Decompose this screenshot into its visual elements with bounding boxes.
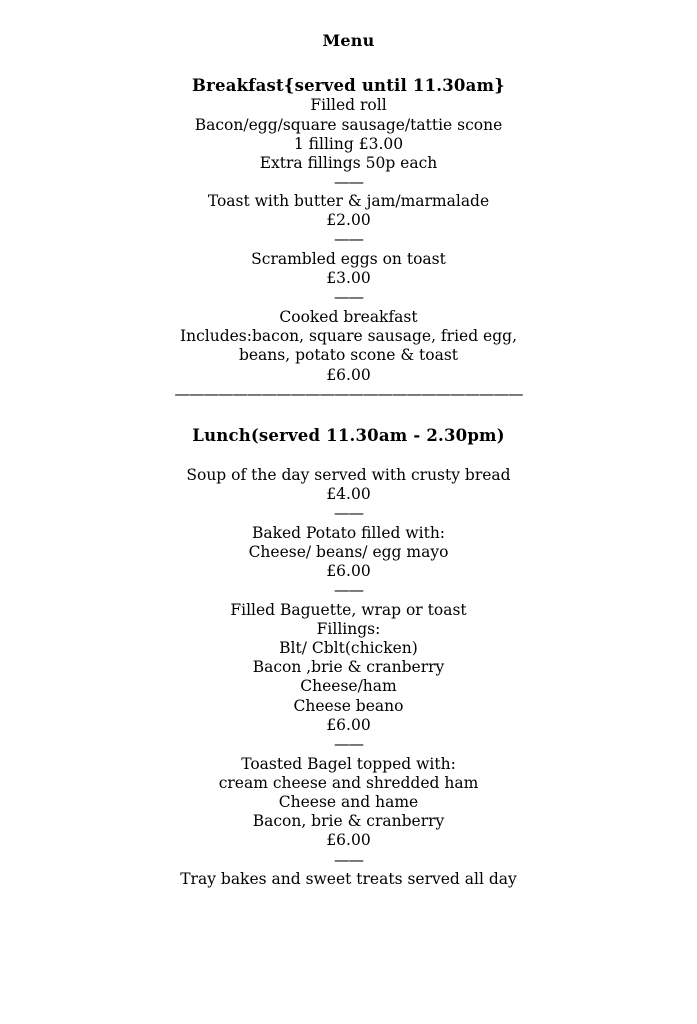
bagel-topping: Cheese and hame xyxy=(278,793,419,811)
page-title: Menu xyxy=(322,31,375,50)
bagel-topping: Bacon, brie & cranberry xyxy=(252,812,445,830)
filled-roll-extra: Extra fillings 50p each xyxy=(259,154,438,172)
separator: —— xyxy=(334,851,363,869)
soup-name: Soup of the day served with crusty bread xyxy=(186,466,511,484)
baguette-filling: Blt/ Cblt(chicken) xyxy=(279,639,418,657)
toast-name: Toast with butter & jam/marmalade xyxy=(207,192,490,210)
cooked-breakfast-name: Cooked breakfast xyxy=(279,308,418,326)
separator: —— xyxy=(334,173,363,191)
separator: —— xyxy=(334,230,363,248)
baguette-filling: Cheese beano xyxy=(293,697,404,715)
scrambled-eggs-price: £3.00 xyxy=(326,269,371,287)
bagel-price: £6.00 xyxy=(326,831,371,849)
separator: —— xyxy=(334,581,363,599)
baguette-fillings-label: Fillings: xyxy=(316,620,381,638)
baguette-filling: Bacon ,brie & cranberry xyxy=(252,658,445,676)
filled-roll-name: Filled roll xyxy=(310,96,387,114)
baked-potato-price: £6.00 xyxy=(326,562,371,580)
separator: —— xyxy=(334,288,363,306)
cooked-breakfast-includes-2: beans, potato scone & toast xyxy=(238,346,459,364)
baguette-name: Filled Baguette, wrap or toast xyxy=(230,601,467,619)
separator: —— xyxy=(334,735,363,753)
soup-price: £4.00 xyxy=(326,485,371,503)
bagel-topping: cream cheese and shredded ham xyxy=(218,774,479,792)
baked-potato-name: Baked Potato filled with: xyxy=(251,524,446,542)
baguette-price: £6.00 xyxy=(326,716,371,734)
separator: —— xyxy=(334,504,363,522)
scrambled-eggs-name: Scrambled eggs on toast xyxy=(251,250,446,268)
cooked-breakfast-includes-1: Includes:bacon, square sausage, fried egg, xyxy=(179,327,517,345)
filled-roll-price: 1 filling £3.00 xyxy=(293,135,404,153)
footer-note: Tray bakes and sweet treats served all day xyxy=(180,870,517,888)
baked-potato-fillings: Cheese/ beans/ egg mayo xyxy=(248,543,449,561)
bagel-name: Toasted Bagel topped with: xyxy=(241,755,456,773)
lunch-heading: Lunch(served 11.30am - 2.30pm) xyxy=(192,426,505,445)
cooked-breakfast-price: £6.00 xyxy=(326,366,371,384)
baguette-filling: Cheese/ham xyxy=(300,677,397,695)
breakfast-heading: Breakfast{served until 11.30am} xyxy=(192,76,505,95)
filled-roll-options: Bacon/egg/square sausage/tattie scone xyxy=(194,116,503,134)
section-divider: ———————————————————————— xyxy=(174,385,523,403)
toast-price: £2.00 xyxy=(326,211,371,229)
